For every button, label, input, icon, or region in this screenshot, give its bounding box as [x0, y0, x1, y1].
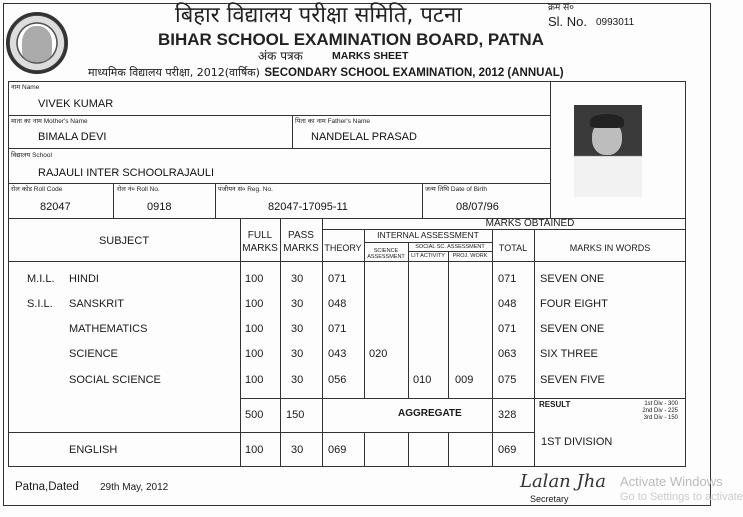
divider [534, 229, 535, 467]
header-lit-activity: LIT ACTIVITY [411, 253, 445, 259]
header-full-2: MARKS [242, 243, 278, 254]
subject-total: 048 [498, 298, 517, 310]
school-label-hindi: विद्यालय [11, 151, 31, 159]
header-pass-1: PASS [288, 230, 314, 241]
divider [8, 261, 686, 262]
subject-name: SOCIAL SCIENCE [69, 374, 161, 386]
div1-criterion: 1st Div - 300 [644, 401, 678, 407]
subject-words: SEVEN ONE [540, 323, 605, 335]
aggregate-total: 328 [498, 409, 517, 421]
roll-code-label-english: Roll Code [33, 186, 63, 193]
divider [280, 218, 281, 467]
additional-pass-marks: 30 [291, 444, 304, 456]
divider [8, 432, 534, 433]
roll-no-label [117, 185, 160, 194]
header-marks-in-words: MARKS IN WORDS [569, 243, 651, 253]
roll-code-label-hindi: रोल कोड [11, 185, 32, 193]
activation-watermark-sub: Go to Settings to activate [620, 491, 743, 503]
header-proj-work: PROJ. WORK [452, 253, 488, 259]
additional-theory: 069 [328, 444, 347, 456]
exam-title [88, 64, 564, 81]
roll-number: 0918 [147, 201, 172, 213]
subject-total: 071 [498, 273, 517, 285]
subject-theory: 071 [328, 273, 347, 285]
subject-words: SEVEN FIVE [540, 374, 605, 386]
header-marks-obtained: MARKS OBTAINED [485, 218, 575, 229]
serial-label-hindi: क्रम सं० [548, 3, 574, 13]
subject-total: 075 [498, 374, 517, 386]
divider [448, 432, 449, 467]
subject-full: 100 [245, 348, 264, 360]
mother-label-hindi: माता का नाम [11, 117, 42, 125]
mother-name: BIMALA DEVI [38, 131, 107, 143]
header-total: TOTAL [498, 243, 528, 253]
additional-subject-name: ENGLISH [69, 444, 118, 456]
header-social-assessment: SOCIAL SC. ASSESSMENT [415, 244, 485, 250]
title-english: BIHAR SCHOOL EXAMINATION BOARD, PATNA [158, 30, 544, 49]
roll-code: 82047 [40, 201, 71, 213]
subject-prefix: S.I.L. [27, 298, 53, 310]
reg-no-label-hindi: पंजीयन सं० [218, 185, 246, 193]
serial-label-english: Sl. No. [548, 14, 588, 29]
subtitle-english: MARKS SHEET [332, 50, 409, 62]
header-internal-assessment: INTERNAL ASSESSMENT [377, 230, 479, 240]
subject-words: FOUR EIGHT [540, 298, 608, 310]
result-value: 1ST DIVISION [541, 436, 613, 448]
divider [550, 81, 551, 218]
reg-no-label-english: Reg. No. [247, 186, 273, 193]
subject-name: MATHEMATICS [69, 323, 148, 335]
divider [322, 218, 323, 467]
footer-place: Patna,Dated [15, 481, 79, 493]
father-label-english: Father's Name [327, 118, 370, 125]
divider [422, 183, 423, 218]
name-label-english: Name [22, 84, 40, 91]
father-label [295, 117, 370, 126]
subject-lit: 010 [413, 374, 432, 386]
subject-full: 100 [245, 298, 264, 310]
subject-words: SEVEN ONE [540, 273, 605, 285]
student-name: VIVEK KUMAR [38, 98, 114, 110]
mother-label-english: Mother's Name [43, 118, 88, 125]
roll-no-label-hindi: रोल नं० [117, 185, 135, 193]
school-label [11, 151, 52, 160]
subject-full: 100 [245, 273, 264, 285]
aggregate-label: AGGREGATE [398, 408, 462, 419]
subject-theory: 071 [328, 323, 347, 335]
subject-total: 063 [498, 348, 517, 360]
father-label-hindi: पिता का नाम [295, 117, 326, 125]
subject-name: SANSKRIT [69, 298, 125, 310]
subject-name: HINDI [69, 273, 99, 285]
divider [408, 242, 409, 398]
reg-no-label [218, 185, 273, 194]
divider [8, 183, 550, 184]
subject-pass: 30 [291, 323, 304, 335]
header-subject: SUBJECT [98, 235, 150, 247]
roll-code-label [11, 185, 62, 194]
divider [292, 115, 293, 148]
subject-full: 100 [245, 374, 264, 386]
div2-criterion: 2nd Div - 225 [642, 408, 678, 414]
divider [240, 398, 686, 399]
dob-label-hindi: जन्म तिथि [425, 185, 450, 193]
school-label-english: School [32, 152, 52, 159]
aggregate-pass-marks: 150 [286, 409, 305, 421]
subject-full: 100 [245, 323, 264, 335]
subject-pass: 30 [291, 374, 304, 386]
exam-title-hindi: माध्यमिक विद्यालय परीक्षा, 2012(वार्षिक) [88, 66, 260, 79]
date-of-birth: 08/07/96 [456, 201, 499, 213]
div3-criterion: 3rd Div - 150 [643, 415, 678, 421]
emblem-figure-icon [22, 26, 52, 62]
subject-pass: 30 [291, 273, 304, 285]
mother-label [11, 117, 88, 126]
header-science-assessment-2: ASSESSMENT [367, 254, 405, 260]
divider [408, 251, 492, 252]
subject-theory: 056 [328, 374, 347, 386]
subject-proj: 009 [455, 374, 474, 386]
divider [8, 115, 550, 116]
school-name: RAJAULI INTER SCHOOLRAJAULI [38, 167, 215, 179]
subject-theory: 043 [328, 348, 347, 360]
divider [448, 251, 449, 398]
father-name: NANDELAL PRASAD [311, 131, 417, 143]
divider [408, 432, 409, 467]
name-label [11, 83, 39, 92]
name-label-hindi: नाम [11, 83, 21, 91]
header-theory: THEORY [324, 243, 362, 253]
additional-total: 069 [498, 444, 517, 456]
header-pass-2: MARKS [283, 243, 319, 254]
divider [8, 148, 550, 149]
registration-number: 82047-17095-11 [268, 201, 348, 213]
divider [113, 183, 114, 218]
serial-number: 0993011 [596, 17, 635, 28]
header-full-1: FULL [247, 230, 273, 241]
divider [240, 218, 241, 467]
subject-pass: 30 [291, 298, 304, 310]
footer-date: 29th May, 2012 [100, 482, 169, 493]
subject-total: 071 [498, 323, 517, 335]
subject-theory: 048 [328, 298, 347, 310]
signatory-title: Secretary [530, 494, 569, 504]
subject-name: SCIENCE [69, 348, 118, 360]
additional-full-marks: 100 [245, 444, 264, 456]
subtitle-hindi: अंक पत्रक [258, 49, 303, 63]
subject-science: 020 [369, 348, 388, 360]
photo-hair [590, 114, 624, 128]
result-label: RESULT [539, 400, 571, 409]
exam-title-english: SECONDARY SCHOOL EXAMINATION, 2012 (ANNUAL) [264, 67, 564, 79]
dob-label [425, 185, 487, 194]
header-science-assessment [364, 248, 408, 260]
divider [215, 183, 216, 218]
subject-words: SIX THREE [540, 348, 598, 360]
divider [364, 242, 492, 243]
activation-watermark: Activate Windows [620, 474, 723, 489]
divider [364, 432, 365, 467]
secretary-signature: Lalan Jha [520, 471, 607, 492]
aggregate-full-marks: 500 [245, 409, 264, 421]
title-hindi: बिहार विद्यालय परीक्षा समिति, पटना [175, 3, 462, 28]
header-science-assessment-1: SCIENCE [373, 248, 399, 254]
subject-pass: 30 [291, 348, 304, 360]
subject-prefix: M.I.L. [27, 273, 55, 285]
roll-no-label-english: Roll No. [136, 186, 160, 193]
dob-label-english: Date of Birth [450, 186, 488, 193]
division-criteria [600, 401, 678, 422]
